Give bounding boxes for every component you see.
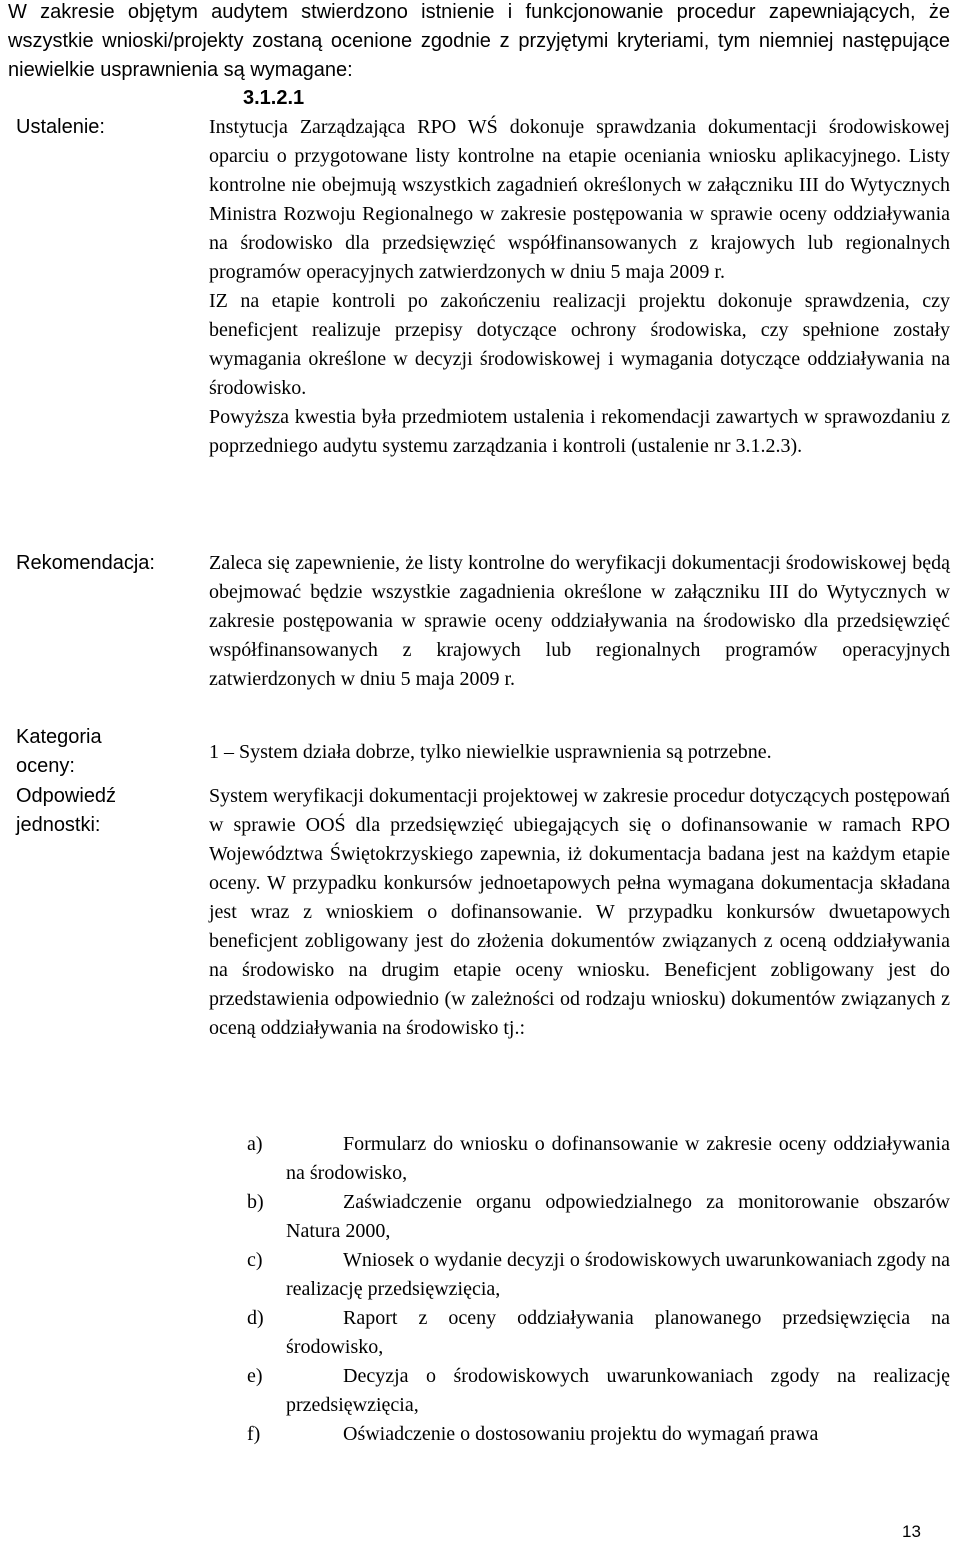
response-paragraph: System weryfikacji dokumentacji projektowej w zakresie procedur dotyczących postępowań w sprawie OOŚ dla przedsięwzięć ubiegających się o dofinansowanie w ramach RPO Województwa Świętokrzyskiego zapewnia, iż dokumentacja badana jest na każdym etapie oceny. W przypadku konkursów jednoetapowych pełna wymagana dokumentacja składana jest wraz z wnioskiem o dofinansowanie. W przypadku konkursów dwuetapowych beneficjent zobligowany jest do złożenia dokumentów związanych z oceną oddziaływania na środowisko na drugim etapie oceny wniosku. Beneficjent zobligowany jest do przedstawienia odpowiednio (w zależności od rodzaju wniosku) dokumentów związanych z oceną oddziaływania na środowisko tj.: bbox=[209, 785, 950, 1039]
list-marker: d) bbox=[247, 1307, 264, 1329]
response-label: Odpowiedź jednostki: bbox=[16, 785, 117, 836]
list-item-text: Wniosek o wydanie decyzji o środowiskowych uwarunkowaniach zgody na realizację przedsięwzięcia, bbox=[286, 1249, 950, 1300]
list-marker: c) bbox=[247, 1249, 263, 1271]
finding-label: Ustalenie: bbox=[16, 116, 105, 138]
list-item-text: Raport z oceny oddziaływania planowanego przedsięwzięcia na środowisko, bbox=[286, 1307, 950, 1358]
list-item bbox=[209, 1304, 950, 1362]
category-value: 1 – System działa dobrze, tylko niewielkie usprawnienia są potrzebne. bbox=[209, 741, 772, 763]
list-marker: a) bbox=[247, 1133, 263, 1155]
recommendation-text bbox=[209, 549, 950, 694]
list-item-text: Formularz do wniosku o dofinansowanie w zakresie oceny oddziaływania na środowisko, bbox=[286, 1133, 950, 1184]
list-marker: e) bbox=[247, 1365, 263, 1387]
list-item bbox=[209, 1246, 950, 1304]
list-item bbox=[209, 1362, 950, 1420]
list-item-text: Oświadczenie o dostosowaniu projektu do wymagań prawa bbox=[343, 1423, 819, 1445]
list-item bbox=[209, 1188, 950, 1246]
documents-list bbox=[209, 1130, 950, 1449]
finding-paragraph: Instytucja Zarządzająca RPO WŚ dokonuje sprawdzania dokumentacji środowiskowej oparciu o przygotowane listy kontrolne na etapie oceniania wniosku aplikacyjnego. Listy kontrolne nie obejmują wszystkich zagadnień określonych w załączniku III do Wytycznych Ministra Rozwoju Regionalnego w zakresie postępowania w sprawie oceny oddziaływania na środowisko dla przedsięwzięć współfinansowanych z krajowych lub regionalnych programów operacyjnych zatwierdzonych w dniu 5 maja 2009 r. bbox=[209, 116, 950, 283]
intro-paragraph: W zakresie objętym audytem stwierdzono istnienie i funkcjonowanie procedur zapewniających, że wszystkie wnioski/projekty zostaną ocenione zgodnie z przyjętymi kryteriami, tym niemniej następujące niewielkie usprawnienia są wymagane: bbox=[8, 1, 950, 81]
category-label: Kategoria oceny: bbox=[16, 726, 102, 777]
list-marker: b) bbox=[247, 1191, 264, 1213]
response-text bbox=[209, 782, 950, 1043]
page-number: 13 bbox=[902, 1522, 921, 1541]
list-item bbox=[209, 1420, 950, 1449]
list-item-text: Decyzja o środowiskowych uwarunkowaniach zgody na realizację przedsięwzięcia, bbox=[286, 1365, 950, 1416]
finding-text bbox=[209, 113, 950, 461]
finding-paragraph: Powyższa kwestia była przedmiotem ustalenia i rekomendacji zawartych w sprawozdaniu z poprzedniego audytu systemu zarządzania i kontroli (ustalenie nr 3.1.2.3). bbox=[209, 406, 950, 457]
list-marker: f) bbox=[247, 1423, 261, 1445]
list-item bbox=[209, 1130, 950, 1188]
recommendation-paragraph: Zaleca się zapewnienie, że listy kontrolne do weryfikacji dokumentacji środowiskowej będą obejmować będzie wszystkie zagadnienia określone w załączniku III do Wytycznych w zakresie postępowania w sprawie oceny oddziaływania na środowisko dla przedsięwzięć współfinansowanych z krajowych lub regionalnych programów operacyjnych zatwierdzonych w dniu 5 maja 2009 r. bbox=[209, 552, 950, 690]
category-text bbox=[209, 738, 950, 767]
recommendation-label: Rekomendacja: bbox=[16, 552, 155, 574]
finding-paragraph: IZ na etapie kontroli po zakończeniu realizacji projektu dokonuje sprawdzenia, czy beneficjent realizuje przepisy dotyczące ochrony środowiska, czy spełnione zostały wymagania określone w decyzji środowiskowej i wymagania dotyczące oddziaływania na środowisko. bbox=[209, 290, 950, 399]
section-number: 3.1.2.1 bbox=[243, 87, 305, 109]
list-item-text: Zaświadczenie organu odpowiedzialnego za monitorowanie obszarów Natura 2000, bbox=[286, 1191, 950, 1242]
